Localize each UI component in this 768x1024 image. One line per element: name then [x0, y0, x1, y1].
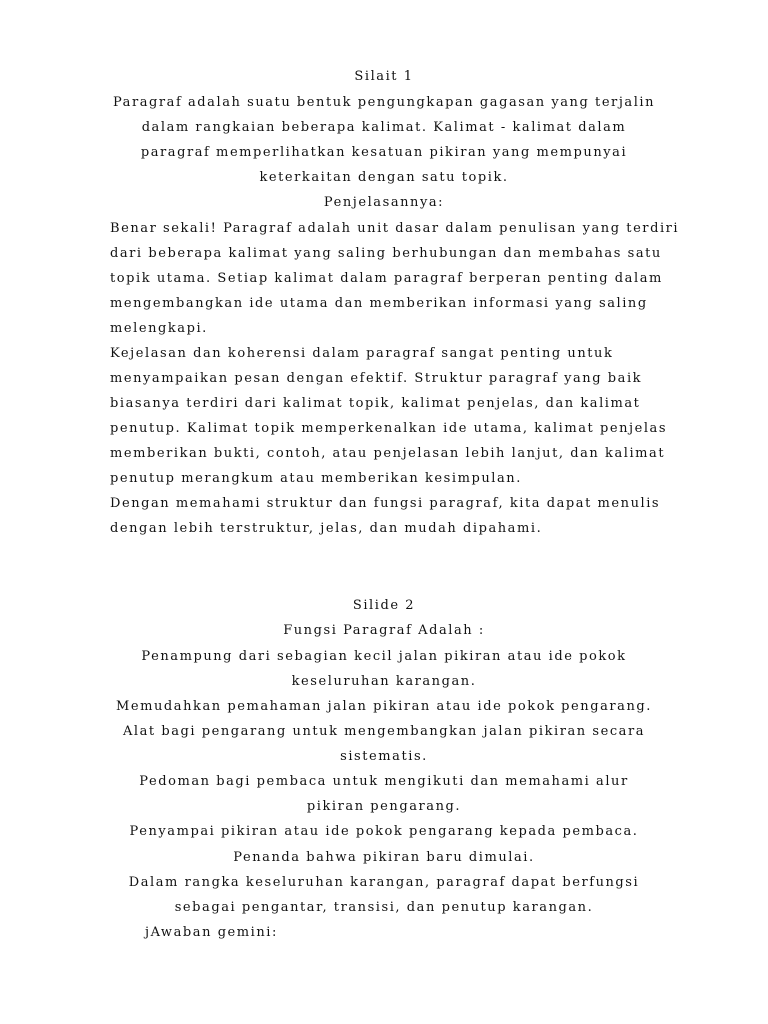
- slide2-title: Silide 2: [352, 598, 416, 613]
- slide2-heading: Fungsi Paragraf Adalah :: [283, 623, 485, 638]
- body-line: Kejelasan dan koherensi dalam paragraf sangat penting untuk: [110, 346, 614, 361]
- explanation-heading: Penjelasannya:: [323, 195, 445, 210]
- slide1-intro-line: keterkaitan dengan satu topik.: [259, 170, 509, 185]
- body-line: Benar sekali! Paragraf adalah unit dasar dalam penulisan yang terdiri: [110, 221, 680, 236]
- body-line: melengkapi.: [110, 321, 208, 336]
- slide1-intro-line: paragraf memperlihatkan kesatuan pikiran yang mempunyai: [140, 145, 628, 160]
- function-item-line: Alat bagi pengarang untuk mengembangkan jalan pikiran secara: [122, 724, 646, 739]
- function-item-line: keseluruhan karangan.: [291, 674, 477, 689]
- slide1-intro-line: dalam rangkaian beberapa kalimat. Kalimat - kalimat dalam: [141, 120, 627, 135]
- function-item-line: pikiran pengarang.: [306, 799, 462, 814]
- slide1-title: Silait 1: [354, 69, 414, 84]
- body-line: penutup. Kalimat topik memperkenalkan ide utama, kalimat penjelas: [110, 421, 668, 436]
- body-line: dengan lebih terstruktur, jelas, dan mudah dipahami.: [110, 521, 543, 536]
- function-item-line: Penyampai pikiran atau ide pokok pengarang kepada pembaca.: [129, 824, 639, 839]
- function-item-line: Dalam rangka keseluruhan karangan, paragraf dapat berfungsi: [128, 875, 640, 890]
- body-line: penutup merangkum atau memberikan kesimpulan.: [110, 471, 522, 486]
- function-item-line: sebagai pengantar, transisi, dan penutup karangan.: [174, 900, 594, 915]
- function-item-line: Penanda bahwa pikiran baru dimulai.: [233, 850, 535, 865]
- body-line: memberikan bukti, contoh, atau penjelasan lebih lanjut, dan kalimat: [110, 446, 666, 461]
- slide1-intro-line: Paragraf adalah suatu bentuk pengungkapan gagasan yang terjalin: [112, 95, 656, 110]
- function-item-line: Penampung dari sebagian kecil jalan pikiran atau ide pokok: [141, 649, 627, 664]
- body-line: biasanya terdiri dari kalimat topik, kalimat penjelas, dan kalimat: [110, 396, 641, 411]
- body-line: topik utama. Setiap kalimat dalam paragraf berperan penting dalam: [110, 271, 663, 286]
- function-item-line: sistematis.: [340, 749, 428, 764]
- answer-label: jAwaban gemini:: [145, 925, 278, 940]
- body-line: Dengan memahami struktur dan fungsi paragraf, kita dapat menulis: [110, 496, 661, 511]
- function-item-line: Pedoman bagi pembaca untuk mengikuti dan memahami alur: [139, 774, 629, 789]
- function-item-line: Memudahkan pemahaman jalan pikiran atau ide pokok pengarang.: [116, 699, 652, 714]
- body-line: mengembangkan ide utama dan memberikan informasi yang saling: [110, 296, 648, 311]
- body-line: dari beberapa kalimat yang saling berhubungan dan membahas satu: [110, 246, 662, 261]
- body-line: menyampaikan pesan dengan efektif. Struktur paragraf yang baik: [110, 371, 643, 386]
